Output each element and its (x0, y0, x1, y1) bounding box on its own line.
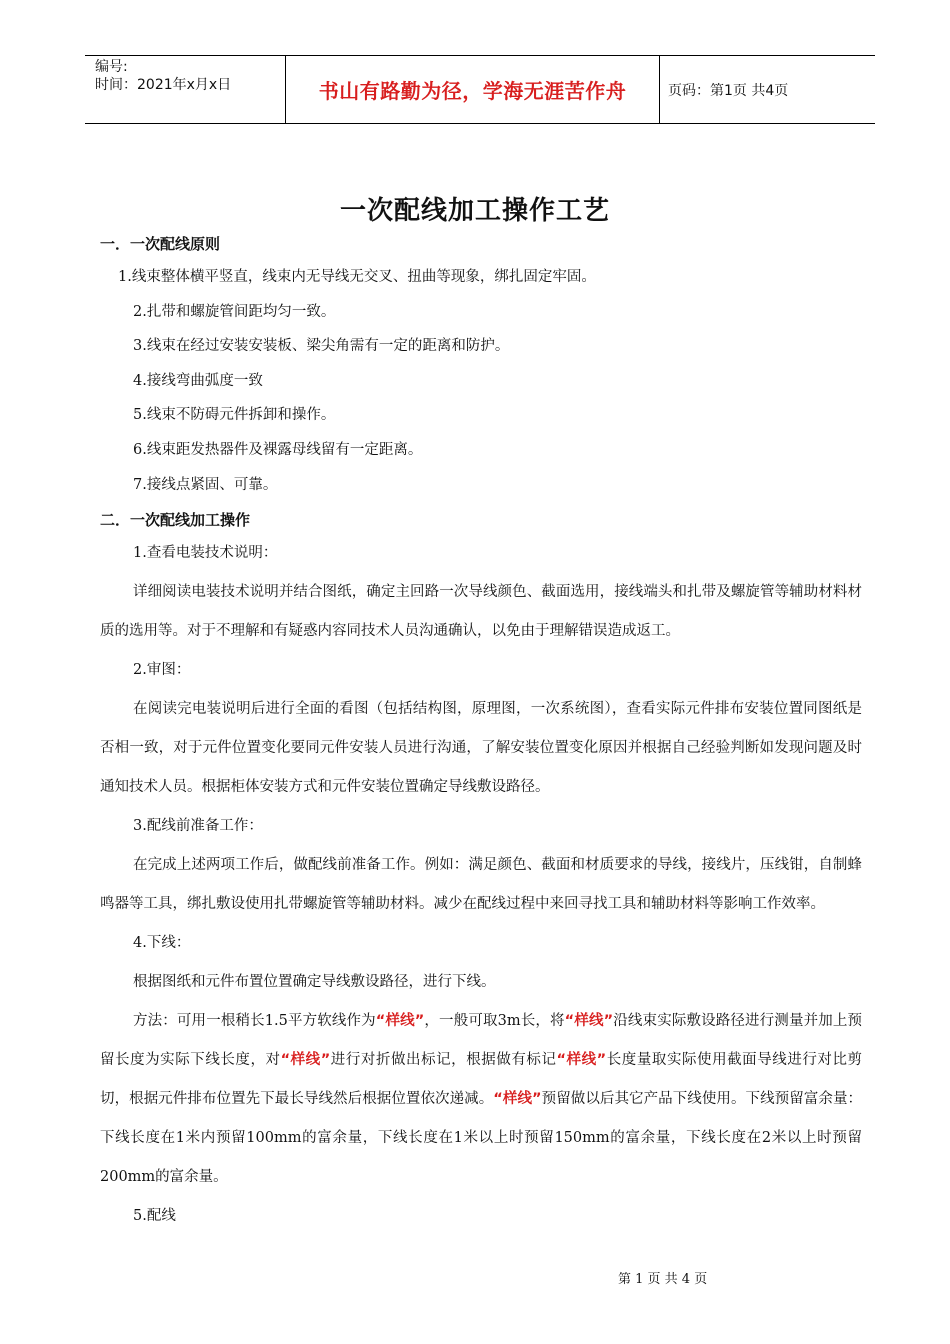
sample-wire-term: “样线” (564, 1013, 614, 1030)
principle-4: 4.接线弯曲弧度一致 (133, 372, 263, 389)
motto: 书山有路勤为径，学海无涯苦作舟 (318, 79, 627, 103)
step2-text: 在阅读完电装说明后进行全面的看图（包括结构图，原理图，一次系统图），查看实际元件排布安装位置同图纸是否相一致，对于元件位置变化要同元件安装人员进行沟通，了解安装位置变化原因并根据自己经验判断如发现问题及时通知技术人员。根据柜体安装方式和元件安装位置确定导线敷设路径。 (100, 701, 862, 796)
principle-1: 1.线束整体横平竖直，线束内无导线无交叉、扭曲等现象，绑扎固定牢固。 (118, 269, 596, 285)
principle-5: 5.线束不防碍元件拆卸和操作。 (133, 407, 336, 424)
step2-title: 2.审图： (133, 662, 191, 679)
principle-6: 6.线束距发热器件及裸露母线留有一定距离。 (133, 441, 423, 458)
section2-heading: 二．一次配线加工操作 (100, 511, 251, 530)
principle-2: 2.扎带和螺旋管间距均匀一致。 (133, 303, 336, 320)
header-motto-cell (286, 56, 660, 123)
section1-heading: 一．一次配线原则 (100, 235, 221, 253)
method-text-4: 进行对折做出标记，根据做有标记 (330, 1052, 557, 1069)
page-footer: 第 1 页 共 4 页 (618, 1272, 708, 1287)
method-paragraph (100, 1002, 862, 1197)
step1-title: 1.查看电装技术说明： (133, 545, 278, 562)
time-label: 时间：2021年x月x日 (95, 77, 232, 93)
method-text-3: 沿线束实际敷设路径进行测量并加上预留长度为实际下线长度，对 (100, 1013, 863, 1069)
sample-wire-term: “样线” (493, 1091, 542, 1108)
step4-title: 4.下线： (133, 935, 191, 952)
method-text-2: ，一般可取3m长，将 (424, 1013, 565, 1030)
method-text-6: 预留做以后其它产品下线使用。下线预留富余量：下线长度在1米内预留100mm的富余量，下线长度在1米以上时预留150mm的富余量，下线长度在2米以上时预留200mm的富余量。 (100, 1091, 863, 1186)
header-page-cell (660, 56, 875, 123)
sample-wire-term: “样线” (280, 1052, 331, 1069)
principle-7: 7.接线点紧固、可靠。 (133, 476, 278, 493)
step5-title: 5.配线 (133, 1208, 176, 1225)
document-title: 一次配线加工操作工艺 (339, 196, 610, 226)
step1-text: 详细阅读电装技术说明并结合图纸，确定主回路一次导线颜色、截面选用，接线端头和扎带及螺旋管等辅助材料材质的选用等。对于不理解和有疑惑内容同技术人员沟通确认，以免由于理解错误造成返工。 (100, 584, 862, 640)
number-label: 编号: (95, 59, 128, 75)
sample-wire-term: “样线” (556, 1052, 607, 1069)
step3-text: 在完成上述两项工作后，做配线前准备工作。例如：满足颜色、截面和材质要求的导线，接线片，压线钳，自制蜂鸣器等工具，绑扎敷设使用扎带螺旋管等辅助材料。减少在配线过程中来回寻找工具和辅助材料等影响工作效率。 (100, 857, 862, 913)
header-table (85, 55, 875, 124)
step3-title: 3.配线前准备工作： (133, 818, 263, 835)
method-text-1: 方法：可用一根稍长1.5平方软线作为 (133, 1013, 376, 1030)
step4-text: 根据图纸和元件布置位置确定导线敷设路径，进行下线。 (133, 974, 496, 991)
sample-wire-term: “样线” (375, 1013, 425, 1030)
method-text-5: 长度量取实际使用截面导线进行对比剪切，根据元件排布位置先下最长导线然后根据位置依次递减。 (100, 1052, 863, 1108)
header-meta (85, 56, 286, 123)
page-label: 页码：第1页 共4页 (668, 82, 789, 99)
principle-3: 3.线束在经过安装安装板、梁尖角需有一定的距离和防护。 (133, 338, 510, 355)
document-body (100, 232, 862, 1236)
